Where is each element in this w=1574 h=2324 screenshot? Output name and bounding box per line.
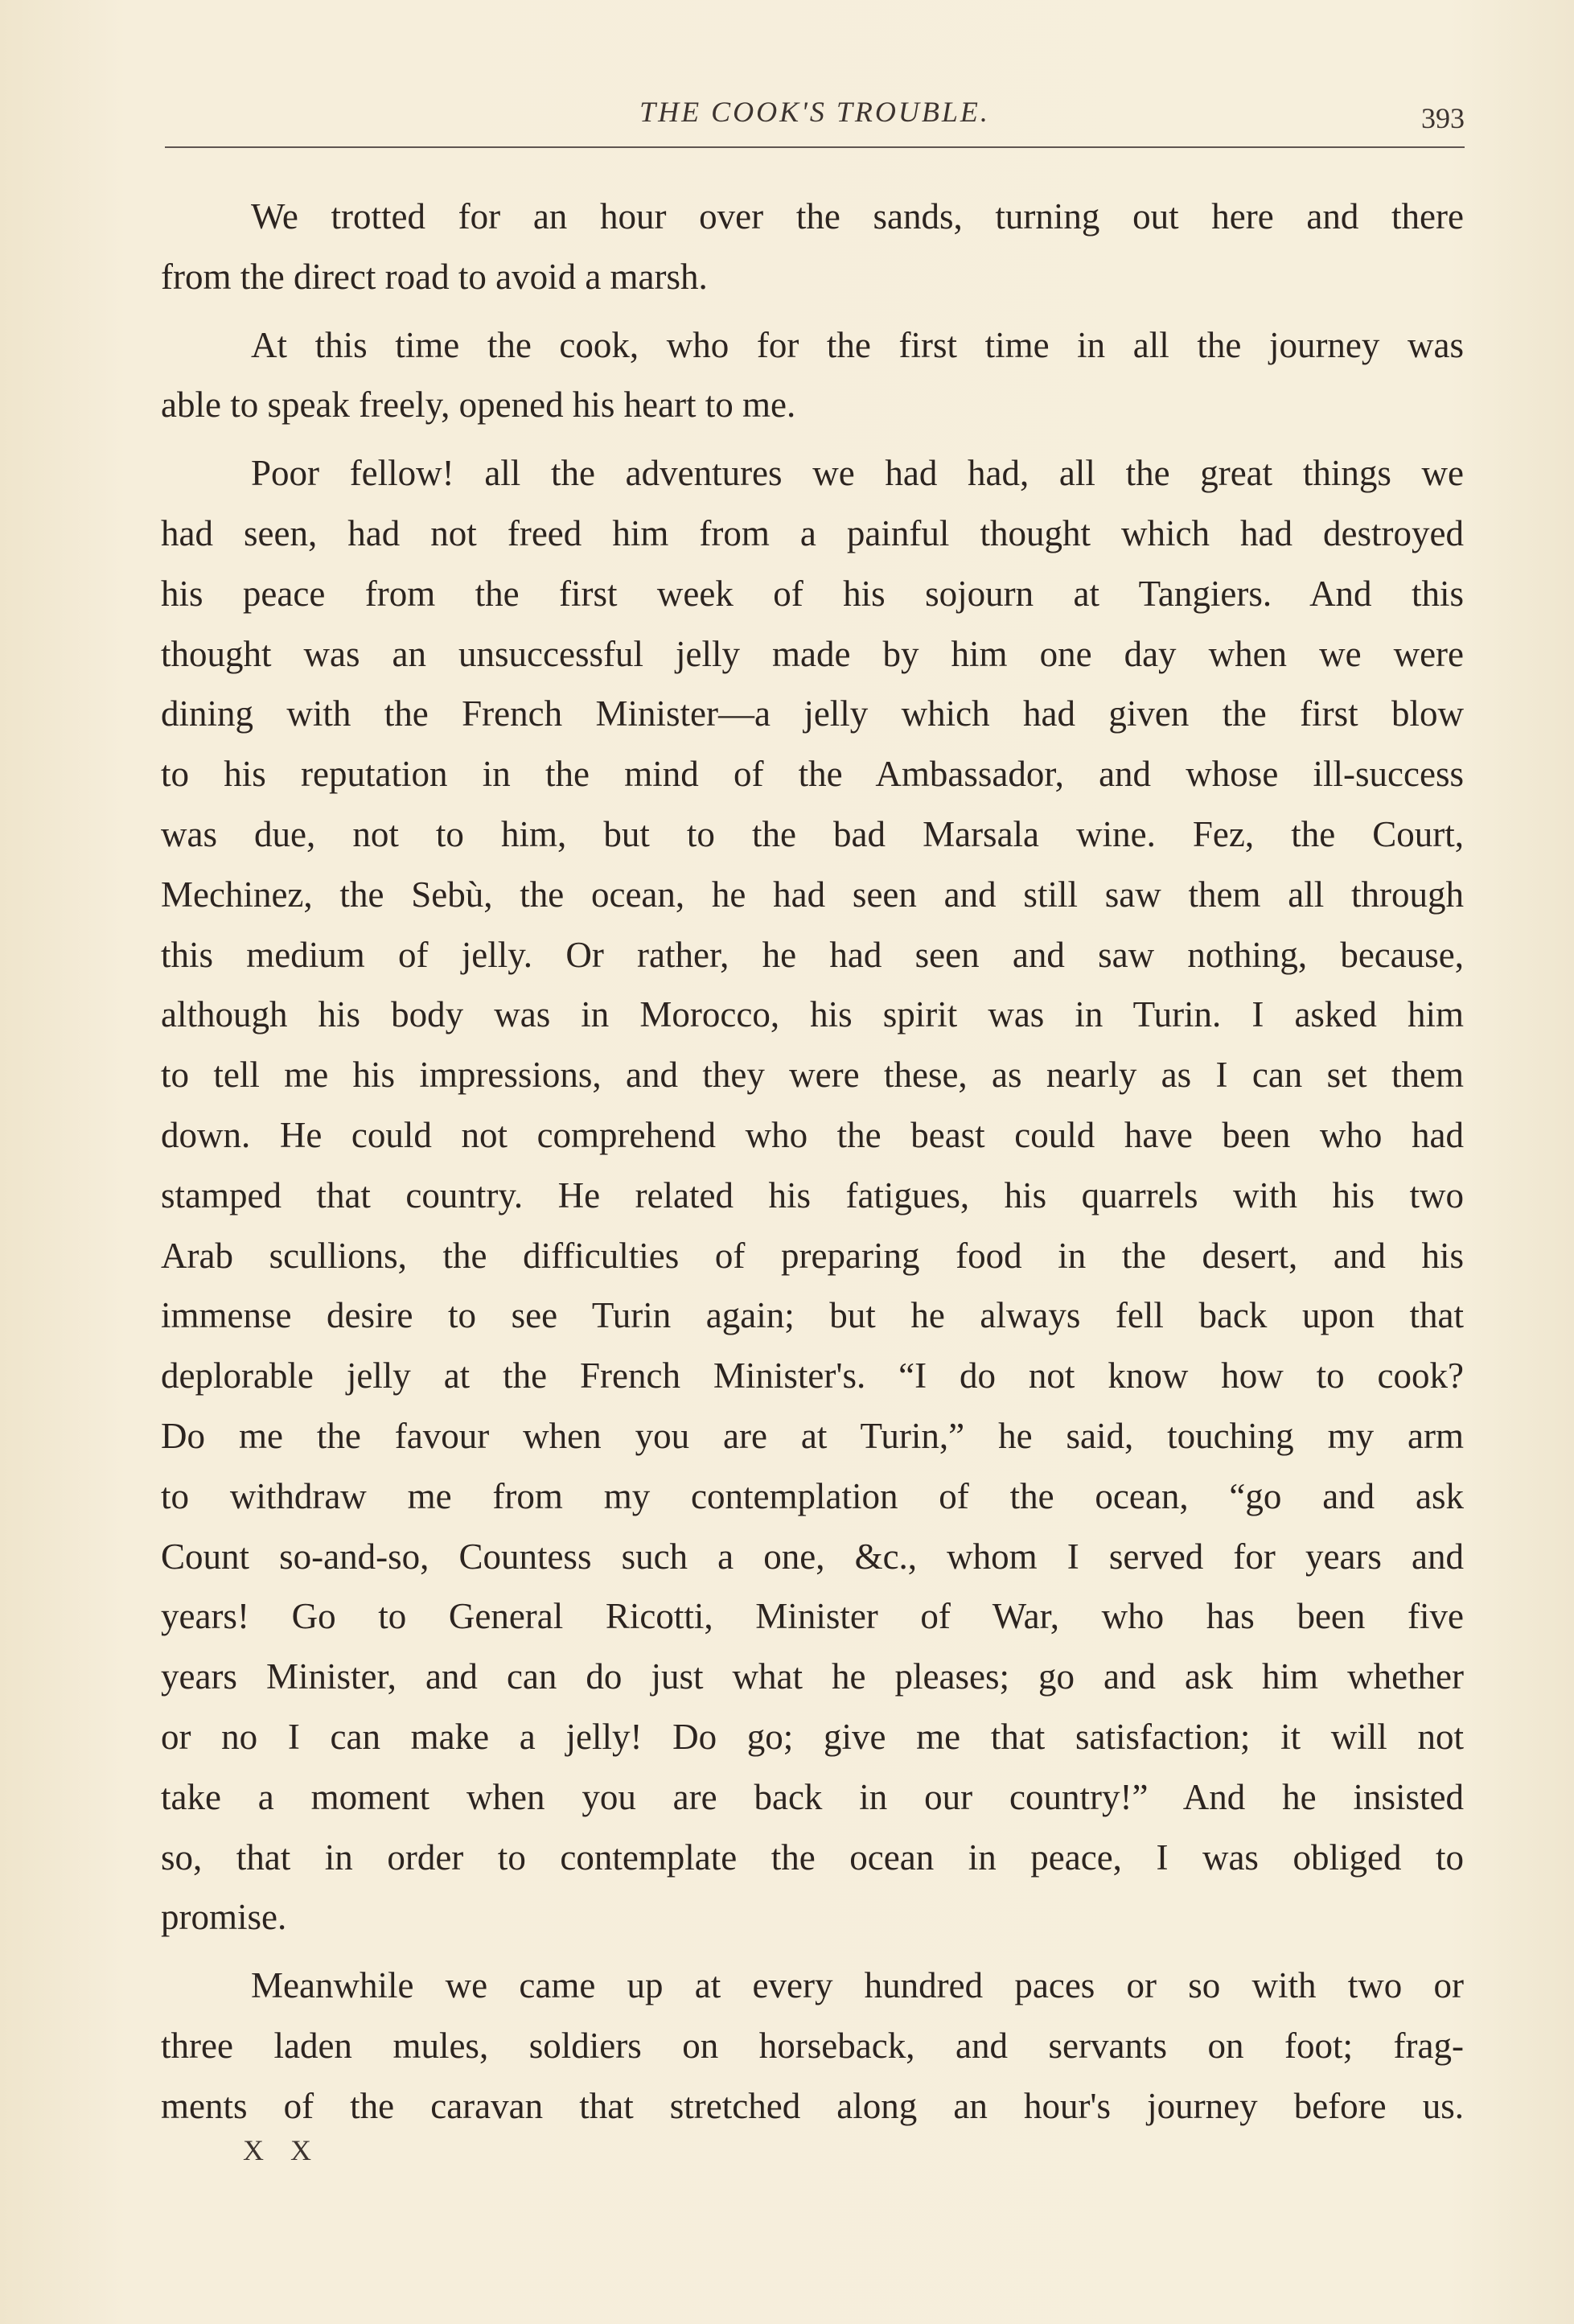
- text-line: so, that in order to contemplate the ocean in peace, I was obliged to: [161, 1837, 1464, 1878]
- page-number: 393: [1421, 102, 1465, 134]
- text-line: stamped that country. He related his fatigues, his quarrels with his two: [161, 1174, 1464, 1215]
- text-line: or no I can make a jelly! Do go; give me that satisfaction; it will not: [161, 1716, 1464, 1757]
- text-line: Do me the favour when you are at Turin,” he said, touching my arm: [161, 1415, 1464, 1456]
- text-line: take a moment when you are back in our country!” And he insisted: [161, 1776, 1464, 1817]
- text-line: to his reputation in the mind of the Ambassador, and whose ill-success: [161, 754, 1464, 795]
- text-line: three laden mules, soldiers on horseback, and servants on foot; frag-: [161, 2025, 1464, 2066]
- text-line: able to speak freely, opened his heart to me.: [161, 385, 796, 426]
- text-line: dining with the French Minister—a jelly which had given the first blow: [161, 693, 1464, 734]
- text-line: We trotted for an hour over the sands, turning out here and there: [251, 196, 1464, 237]
- body-text: [161, 187, 1464, 2137]
- running-title: THE COOK'S TROUBLE.: [639, 96, 990, 128]
- text-line: his peace from the first week of his sojourn at Tangiers. And this: [161, 573, 1464, 614]
- text-line: from the direct road to avoid a marsh.: [161, 256, 708, 297]
- text-line: Arab scullions, the difficulties of preparing food in the desert, and his: [161, 1235, 1464, 1276]
- text-line: down. He could not comprehend who the beast could have been who had: [161, 1114, 1464, 1155]
- text-line: although his body was in Morocco, his spirit was in Turin. I asked him: [161, 994, 1464, 1035]
- text-line: deplorable jelly at the French Minister's. “I do not know how to cook?: [161, 1355, 1464, 1396]
- running-head: [165, 90, 1465, 142]
- header-rule: [165, 146, 1465, 148]
- text-line: Count so-and-so, Countess such a one, &c., whom I served for years and: [161, 1536, 1464, 1577]
- text-line: immense desire to see Turin again; but he always fell back upon that: [161, 1295, 1464, 1336]
- text-line: to tell me his impressions, and they were these, as nearly as I can set them: [161, 1055, 1464, 1096]
- text-line: years! Go to General Ricotti, Minister of War, who has been five: [161, 1596, 1464, 1637]
- text-line: promise.: [161, 1897, 287, 1938]
- text-line: had seen, had not freed him from a painful thought which had destroyed: [161, 512, 1464, 553]
- text-line: At this time the cook, who for the first time in all the journey was: [251, 324, 1464, 365]
- text-line: this medium of jelly. Or rather, he had seen and saw nothing, because,: [161, 934, 1464, 975]
- text-line: Poor fellow! all the adventures we had had, all the great things we: [251, 453, 1464, 494]
- text-line: thought was an unsuccessful jelly made by him one day when we were: [161, 633, 1464, 674]
- text-line: to withdraw me from my contemplation of the ocean, “go and ask: [161, 1475, 1464, 1516]
- signature-mark: X X: [243, 2134, 321, 2166]
- text-line: was due, not to him, but to the bad Marsala wine. Fez, the Court,: [161, 813, 1464, 854]
- text-line: years Minister, and can do just what he pleases; go and ask him whether: [161, 1656, 1464, 1697]
- text-line: ments of the caravan that stretched along an hour's journey before us.: [161, 2085, 1464, 2126]
- text-line: Meanwhile we came up at every hundred paces or so with two or: [251, 1965, 1464, 2006]
- text-line: Mechinez, the Sebù, the ocean, he had seen and still saw them all through: [161, 874, 1464, 915]
